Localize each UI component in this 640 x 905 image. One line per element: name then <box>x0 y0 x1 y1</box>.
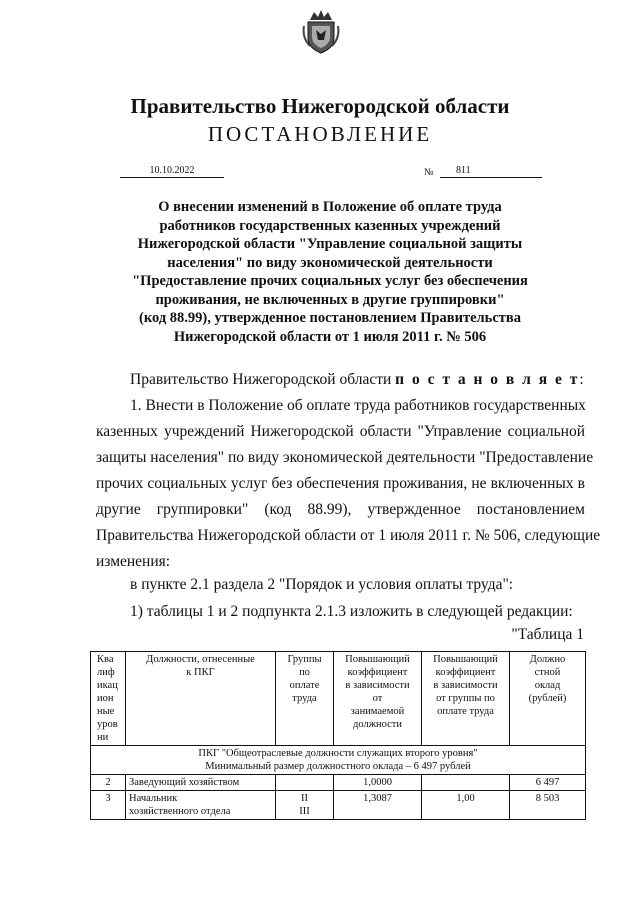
document-type: ПОСТАНОВЛЕНИЕ <box>207 122 433 146</box>
cell-group <box>276 775 334 791</box>
header-positions: Должности, отнесенные к ПКГ <box>126 652 276 746</box>
header-group-coefficient: Повышающий коэффициент в зависимости от группы по оплате труда <box>422 652 510 746</box>
cell-salary: 6 497 <box>510 775 586 791</box>
header-qualification-levels: Ква лиф икац ион ные уров ни <box>91 652 126 746</box>
document-number-value: 811 <box>456 165 471 176</box>
cell-level: 3 <box>91 791 126 820</box>
table-row <box>91 791 586 820</box>
document-number <box>440 165 542 178</box>
header-position-coefficient: Повышающий коэффициент в зависимости от занимаемой должности <box>334 652 422 746</box>
cell-coef-position: 1,3087 <box>334 791 422 820</box>
table-group-row <box>91 746 586 775</box>
salary-table <box>90 651 586 820</box>
subject-line: "Предоставление прочих социальных услуг без обеспечения <box>132 273 528 289</box>
cell-position: Начальник хозяйственного отдела <box>126 791 276 820</box>
subject-line: населения" по виду экономической деятельности <box>167 254 493 271</box>
item-1-line: другие группировки" (код 88.99), утвержденное постановлением <box>96 501 585 518</box>
item-1 <box>96 393 601 575</box>
group-title: ПКГ "Общеотраслевые должности служащих второго уровня" <box>198 748 478 759</box>
item-1-line: защиты населения" по виду экономической деятельности "Предоставление <box>96 449 594 466</box>
header-salary: Должно стной оклад (рублей) <box>510 652 586 746</box>
document-subject <box>100 198 560 346</box>
subject-line: проживания, не включенных в другие группировки" <box>155 291 505 308</box>
preamble-keyword: п о с т а н о в л я е т <box>395 371 580 388</box>
subject-line: работников государственных казенных учреждений <box>159 217 501 234</box>
table-caption: "Таблица 1 <box>511 626 584 643</box>
preamble-start: Правительство Нижегородской области <box>130 371 396 388</box>
cell-salary: 8 503 <box>510 791 586 820</box>
cell-position: Заведующий хозяйством <box>126 775 276 791</box>
cell-coef-group: 1,00 <box>422 791 510 820</box>
table-row <box>91 775 586 791</box>
group-caption <box>91 746 586 775</box>
number-label: № <box>424 167 434 178</box>
subject-line: (код 88.99), утвержденное постановлением Правительства <box>139 310 521 326</box>
cell-level: 2 <box>91 775 126 791</box>
subject-line: О внесении изменений в Положение об оплате труда <box>158 199 502 215</box>
subject-line: Нижегородской области "Управление социальной защиты <box>137 236 523 252</box>
coat-of-arms-icon <box>302 8 340 54</box>
cell-coef-group <box>422 775 510 791</box>
item-1-line: прочих социальных услуг без обеспечения проживания, не включенных в <box>96 475 585 492</box>
cell-group: II III <box>276 791 334 820</box>
header-pay-groups: Группы по оплате труда <box>276 652 334 746</box>
cell-coef-position: 1,0000 <box>334 775 422 791</box>
subject-line: Нижегородской области от 1 июля 2011 г. № 506 <box>173 328 487 345</box>
group-min-salary: Минимальный размер должностного оклада – 6 497 рублей <box>205 761 471 772</box>
item-1-line: Правительства Нижегородской области от 1 июля 2011 г. № 506, следующие <box>96 527 601 544</box>
table-header-row <box>91 652 586 746</box>
item-1-line: 1. Внести в Положение об оплате труда работников государственных <box>130 397 586 414</box>
document-date: 10.10.2022 <box>120 165 224 178</box>
preamble <box>130 367 619 393</box>
item-clause: в пункте 2.1 раздела 2 "Порядок и условия оплаты труда": <box>130 576 514 593</box>
item-1-line-last: изменения: <box>96 553 171 570</box>
organization-title: Правительство Нижегородской области <box>130 94 510 118</box>
item-sub: 1) таблицы 1 и 2 подпункта 2.1.3 изложить в следующей редакции: <box>130 603 573 620</box>
preamble-end: : <box>579 371 584 388</box>
item-1-line: казенных учреждений Нижегородской области "Управление социальной <box>96 423 585 440</box>
